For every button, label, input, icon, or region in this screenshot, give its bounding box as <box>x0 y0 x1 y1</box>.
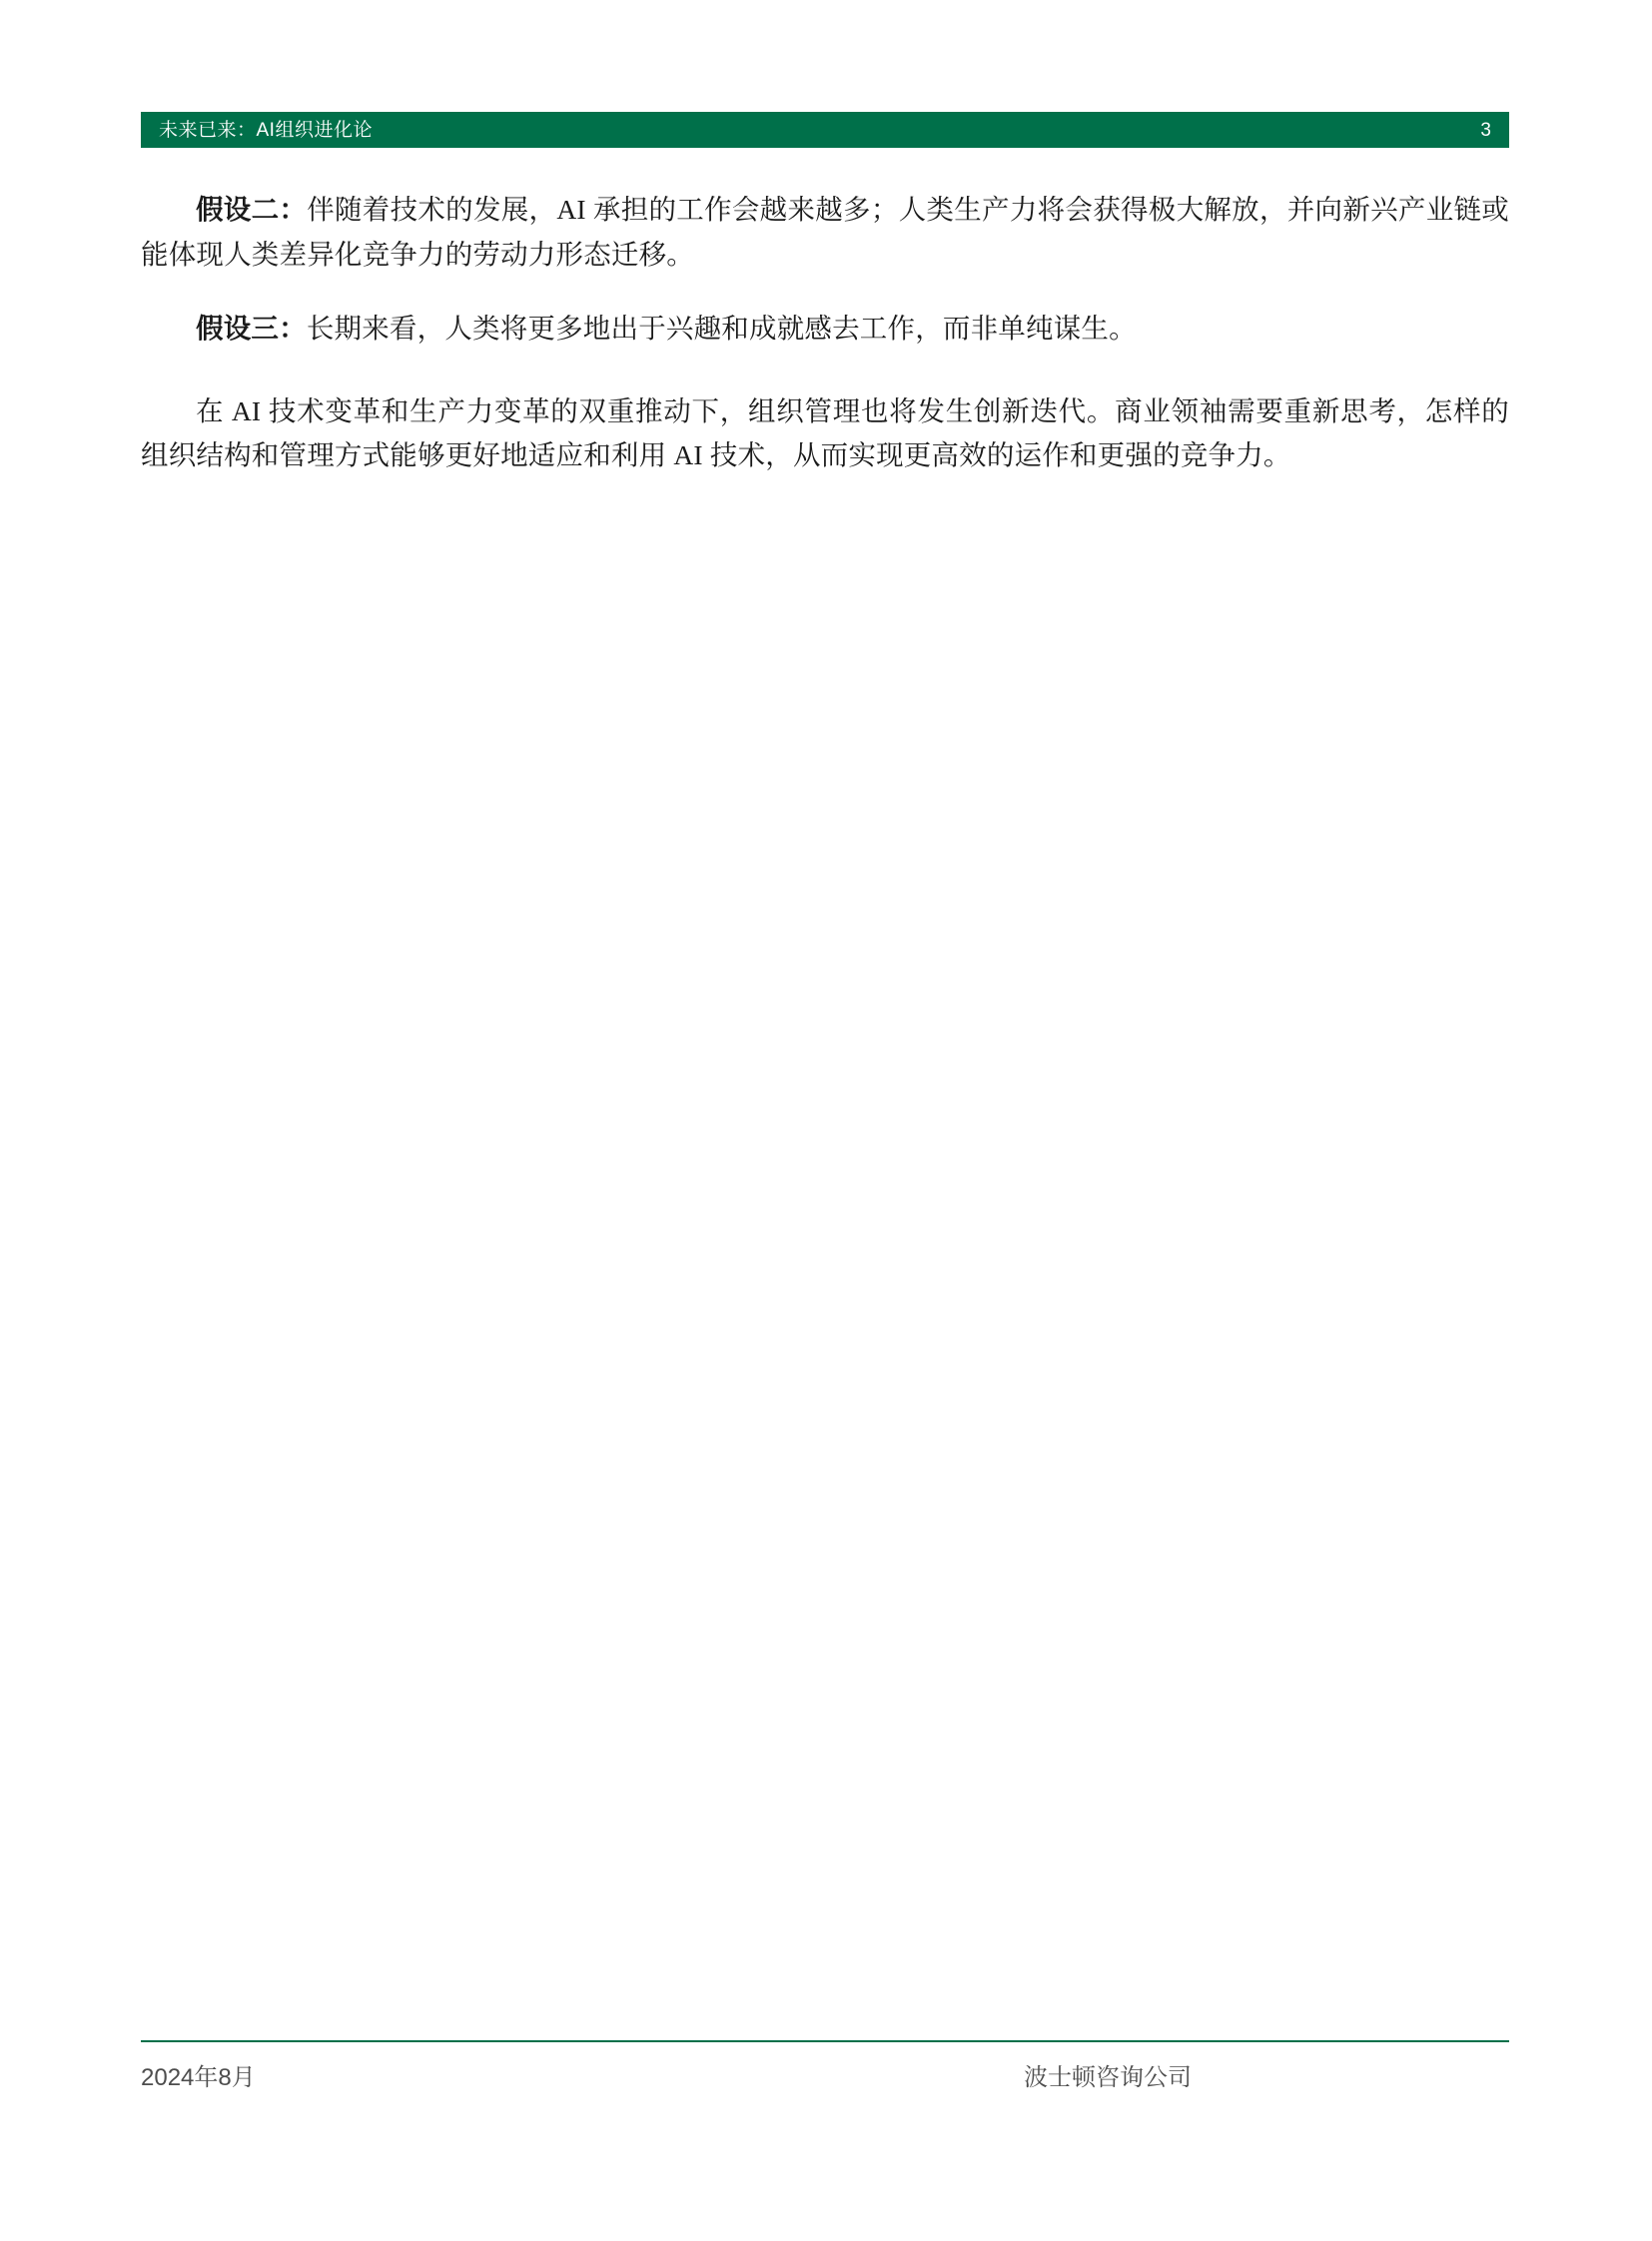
footer-date: 2024年8月 <box>141 2064 256 2091</box>
paragraph-conclusion <box>141 389 1509 478</box>
paragraph-text: 在 AI 技术变革和生产力变革的双重推动下，组织管理也将发生创新迭代。商业领袖需要重新思考，怎样的组织结构和管理方式能够更好地适应和利用 AI 技术，从而实现更高效的运作和更强的竞争力。 <box>141 394 1509 471</box>
header-page-number: 3 <box>1480 119 1491 141</box>
paragraph-assumption-three <box>141 307 1509 352</box>
paragraph-text: 长期来看，人类将更多地出于兴趣和成就感去工作，而非单纯谋生。 <box>306 313 1137 345</box>
page-header-band <box>141 112 1509 148</box>
header-title: 未来已来：AI组织进化论 <box>159 119 373 141</box>
footer-divider <box>141 2040 1509 2042</box>
paragraph-assumption-two <box>141 188 1509 277</box>
paragraph-text: 伴随着技术的发展，AI 承担的工作会越来越多；人类生产力将会获得极大解放，并向新兴产业链或能体现人类差异化竞争力的劳动力形态迁移。 <box>141 194 1509 270</box>
paragraph-lead: 假设三： <box>196 313 307 345</box>
paragraph-lead: 假设二： <box>196 194 308 225</box>
page-footer <box>141 2057 1509 2092</box>
page-content <box>141 188 1509 508</box>
footer-company: 波士顿咨询公司 <box>1024 2064 1192 2091</box>
